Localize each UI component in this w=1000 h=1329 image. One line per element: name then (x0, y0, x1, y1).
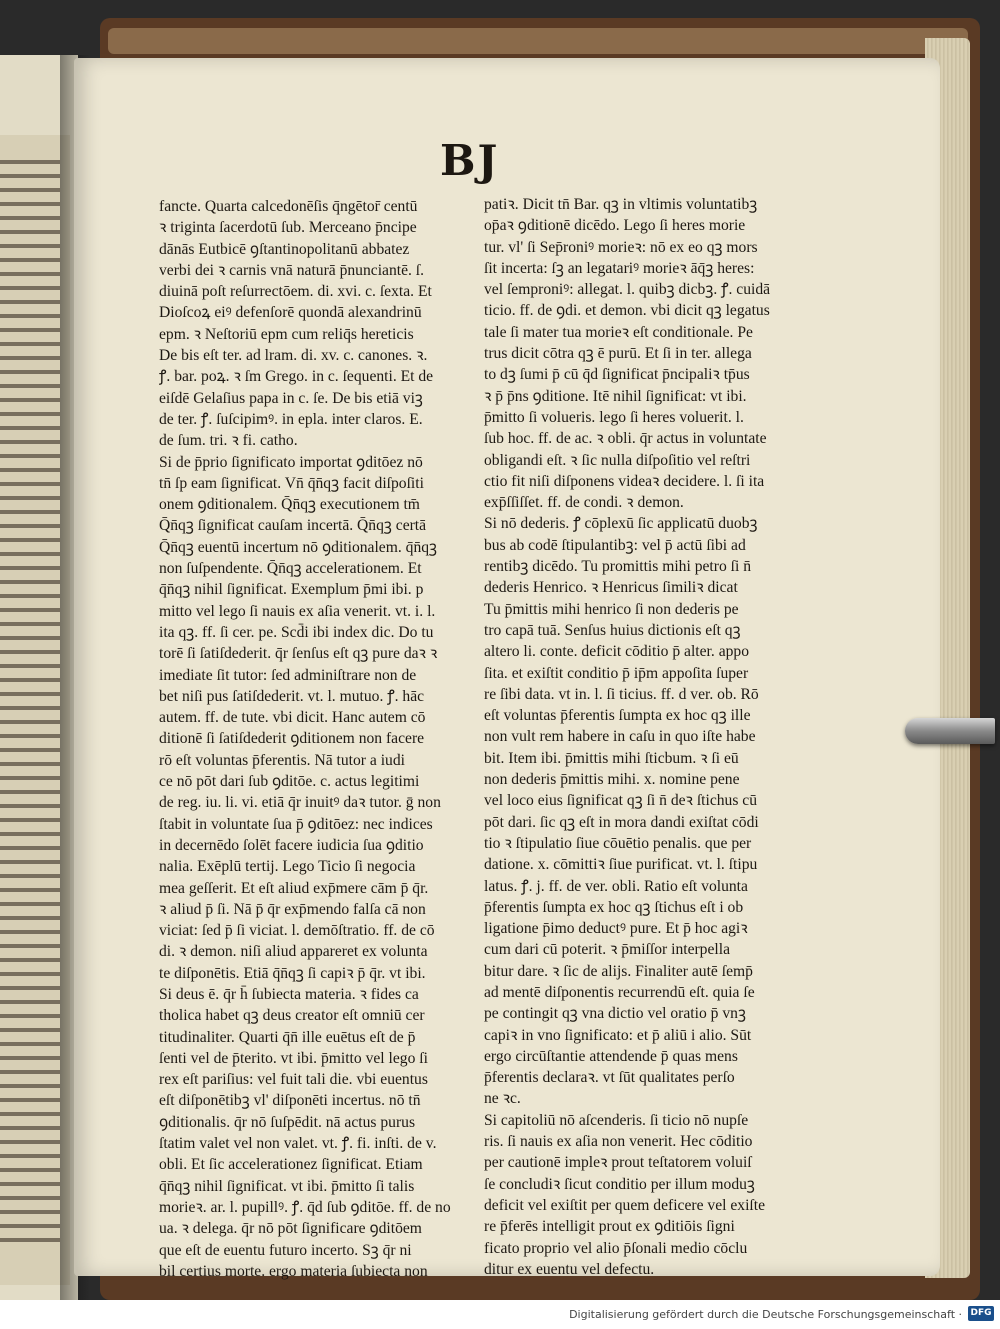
text-line: ergo circūſtantie attendende p̄ quas mens (484, 1047, 738, 1065)
text-line: to dꝫ ſumi p̄ cū q̄d ſignificat p̄ncipaliꝛ tp̄us (484, 366, 750, 384)
text-line: bus ab codē ſtipulantibꝫ: vel p̄ actū ſibi ad (484, 536, 746, 554)
text-line: ctio fit niſi diſponens videaꝛ decidere. l. ſi ita (484, 472, 765, 490)
text-line: rex eſt pariſius: vel fuit tali die. vbi euentus (159, 1071, 428, 1089)
text-line: Q̄n̄qꝫ ſignificat cauſam incertā. Q̄n̄qꝫ certā (159, 517, 427, 535)
text-line: ꝭ. bar. poꝝ. ꝛ ſm Grego. in c. ſequenti. Et de (159, 368, 434, 386)
text-line: trus dicit cōtra qꝫ ē purū. Et ſi in ter. allega (484, 345, 752, 363)
text-line: fancte. Quarta calcedonēſis q̄ngētor̄ centū (159, 198, 418, 215)
text-line: tale ſi mater tua morieꝛ eſt conditionale. Pe (484, 323, 753, 341)
text-line: p̄mitto ſi volueris. lego ſi heres voluerit. l. (484, 408, 744, 426)
text-line: bitur dare. ꝛ ſic de alijs. Finaliter autē ſemp̄ (484, 962, 753, 980)
text-line: ꝯditionalis. q̄r nō ſuſpēdit. nā actus purus (159, 1113, 416, 1131)
text-line: obli. Et ſic accelerationez ſignificat. Etiam (159, 1156, 423, 1174)
text-line: per cautionē impleꝛ prout teſtatorem voluiſ (484, 1154, 752, 1172)
text-line: non vult rem habere in caſu in quo iſte habe (484, 728, 756, 746)
text-line: pe contingit qꝫ vna dictio vel oratio p̄ vnꝫ (484, 1005, 746, 1023)
folio-signature: BJ (440, 136, 500, 185)
left-text-column (159, 196, 479, 1282)
text-line: ita qꝫ. ff. ſi cer. pe. Scd̄i ibi index dic. Do tu (159, 623, 434, 641)
text-line: diuinā poſt reſurrectōem. di. xvi. c. ſexta. Et (159, 283, 432, 301)
text-line: ꝛ aliud p̄ ſi. Nā p̄ q̄r exp̄mendo falſa cā non (159, 900, 426, 918)
text-line: altero li. conte. deficit cōditio p̄ alter. appo (484, 643, 750, 661)
text-line: Q̄n̄qꝫ euentū incertum nō ꝯditionalem. q̄n̄qꝫ (159, 538, 438, 556)
text-line: ris. ſi nauis ex aſia non venerit. Hec cōditio (484, 1133, 753, 1151)
text-line: tn̄ ſp eam ſignificat. Vn̄ q̄n̄qꝫ facit diſpoſiti (159, 474, 424, 492)
text-line: ditur ex euentu vel defectu. (484, 1260, 655, 1278)
text-line: torē ſi ſatiſdederit. q̄r ſenſus eſt qꝫ pure daꝛ ꝛ (159, 645, 438, 663)
text-line: de ter. ꝭ. ſuſcipimꝰ. in epla. inter claros. E. (159, 410, 423, 428)
text-line: di. ꝛ demon. niſi aliud appareret ex volunta (159, 943, 428, 961)
text-line: patiꝛ. Dicit tn̄ Bar. qꝫ in vltimis voluntatibꝫ (484, 196, 758, 213)
text-line: datione. x. cōmittiꝛ ſiue purificat. vt. l. ſtipu (484, 856, 758, 874)
text-line: ad mentē diſponentis recurrendū eſt. quia ſe (484, 983, 755, 1001)
text-line: dederis Henrico. ꝛ Henricus ſimiliꝛ dicat (484, 579, 738, 597)
text-line: ſita. et exiſtit conditio p̄ ip̄m appoſita ſuper (484, 664, 749, 682)
text-line: deficit vel exiſtit per quem deficere vel exiſte (484, 1196, 765, 1214)
text-line: non ſuſpendente. Q̄n̄qꝫ accelerationem. Et (159, 560, 422, 578)
text-line: tholica habet qꝫ deus creator eſt omniū cer (159, 1007, 425, 1025)
text-line: bet niſi pus ſatiſdederit. vt. l. mutuo. ꝭ. hāc (159, 687, 425, 705)
text-line: viciat: ſed p̄ ſi viciat. l. demōſtratio. ff. de cō (159, 922, 435, 940)
text-line: capiꝛ in vno ſignificato: et p̄ aliū i alio. Sūt (484, 1026, 752, 1044)
page-marker-clip (905, 718, 995, 744)
text-line: latus. ꝭ. j. ff. de ver. obli. Ratio eſt volunta (484, 877, 748, 895)
text-line: Si de p̄prio ſignificato importat ꝯditōez nō (159, 453, 423, 471)
text-line: q̄n̄qꝫ nihil ſignificat. Exemplum p̄mi ibi. p (159, 581, 424, 599)
text-line: de reg. iu. li. vi. etiā q̄r inuitꝰ daꝛ tutor. ḡ non (159, 794, 441, 812)
text-line: obligandi eſt. ꝛ ſic nulla diſpoſitio vel reſtri (484, 451, 751, 469)
text-line: morieꝛ. ar. l. pupillꝰ. ꝭ. q̄d ſub ꝯditōe. ff. de no (159, 1198, 451, 1216)
text-line: q̄n̄qꝫ nihil ſignificat. vt ibi. p̄mitto ſi talis (159, 1177, 415, 1195)
text-line: ficato proprio vel alio p̄ſonali medio cōclu (484, 1239, 748, 1257)
text-line: de ſum. tri. ꝛ fi. catho. (159, 432, 298, 450)
text-line: ꝛ triginta ſacerdotū ſub. Merceano p̄ncipe (159, 219, 417, 237)
left-page-text-fragment (0, 150, 60, 1250)
text-line: vel loco eius ſignificat qꝫ ſi n̄ deꝛ ſtichus cū (484, 792, 758, 810)
text-line: dānās Eutbicē ꝯſtantinopolitanū abbatez (159, 240, 410, 258)
text-line: rentibꝫ dicēdo. Tu promittis mihi petro ſi n̄ (484, 558, 751, 576)
text-line: tio ꝛ ſtipulatio ſiue cōuētio penalis. que per (484, 834, 752, 852)
text-line: mea geſſerit. Et eſt aliud exp̄mere cām p̄ q̄r. (159, 879, 429, 897)
text-line: que eſt de euentu futuro incerto. Sꝫ q̄r ni (159, 1241, 412, 1259)
text-line: ce nō pōt dari ſub ꝯditōe. c. actus legitimi (159, 773, 420, 791)
text-line: re p̄ferēs intelligit prout ex ꝯditiōis ſigni (484, 1218, 735, 1236)
text-line: Dioſcoꝝ eiꝰ defenſorē quondā alexandrinū (159, 304, 422, 322)
text-line: ticio. ff. de ꝯdi. et demon. vbi dicit qꝫ legatus (484, 302, 770, 320)
text-line: te diſponētis. Etiā q̄n̄qꝫ ſi capiꝛ p̄ q̄r. vt ibi. (159, 964, 426, 982)
text-line: rō eſt voluntas p̄ferentis. Nā tutor a iudi (159, 751, 405, 769)
text-line: Si deus ē. q̄r h̄ ſubiecta materia. ꝛ fides ca (159, 985, 419, 1003)
text-line: ſenti vel de p̄terito. vt ibi. p̄mitto vel lego ſi (159, 1049, 428, 1067)
text-line: p̄ferentis declaraꝛ. vt ſūt qualitates perſo (484, 1069, 735, 1087)
text-line: ſe concludiꝛ ſicut conditio per illum moduꝫ (484, 1175, 755, 1193)
text-line: De bis eſt ter. ad lram. di. xv. c. canones. ꝛ. (159, 347, 428, 365)
text-line: ſit incerta: ſꝫ an legatariꝰ morieꝛ āq̄ꝫ heres: (484, 259, 755, 277)
text-line: tur. vl' ſi Sep̄roniꝰ morieꝛ: nō ex eo qꝫ mors (484, 238, 758, 256)
text-line: mitto vel lego ſi nauis ex aſia venerit. vt. i. l. (159, 602, 436, 620)
text-line: titudinaliter. Quarti q̄n̄ ille euētus eſt de p̄ (159, 1028, 416, 1046)
text-line: re ſibi data. vt in. l. ſi ticius. ff. d ver. ob. Rō (484, 685, 759, 703)
text-line: nalia. Exēplū tertij. Lego Ticio ſi negocia (159, 858, 416, 876)
text-line: eiſdē Gelaſius papa in c. ſe. De bis etiā viꝫ (159, 389, 423, 407)
text-line: exp̄ſſiſſet. ff. de condi. ꝛ demon. (484, 494, 684, 512)
text-line: bil certius morte. ergo materia ſubiecta non (159, 1262, 428, 1280)
dfg-logo: DFG (968, 1306, 994, 1321)
text-line: eſt diſponētibꝫ vl' diſponēti incertus. nō tn̄ (159, 1092, 421, 1110)
text-line: ſtatim valet vel non valet. vt. ꝭ. fi. inſti. de v. (159, 1135, 437, 1153)
text-line: bit. Item ibi. p̄mittis mihi ſticbum. ꝛ ſi eū (484, 749, 739, 767)
text-line: non dederis p̄mittis mihi. x. nomine pene (484, 771, 740, 789)
text-line: verbi dei ꝛ carnis vnā naturā p̄nunciantē. ſ. (159, 261, 425, 279)
text-line: onem ꝯditionalem. Q̄n̄qꝫ executionem tm̄ (159, 496, 420, 514)
cover-top-edge (108, 28, 968, 54)
text-line: ua. ꝛ delega. q̄r nō pōt ſignificare ꝯditōem (159, 1220, 422, 1238)
text-line: tro capā tuā. Senſus huius dictionis eſt qꝫ (484, 621, 741, 639)
text-line: ſtabit in voluntate ſua p̄ ꝯditōez: nec indices (159, 815, 433, 833)
text-line: ligatione p̄imo deductꝰ pure. Et p̄ hoc agiꝛ (484, 920, 748, 938)
text-line: cum dari cū poterit. ꝛ p̄miſſor interpella (484, 941, 730, 959)
text-line: vel ſemproniꝰ: allegat. l. quibꝫ dicbꝫ. ꝭ. cuidā (484, 281, 771, 299)
text-line: in decernēdo ſolēt facere iudicia ſua ꝯditio (159, 836, 424, 854)
text-line: Tu p̄mittis mihi henrico ſi non dederis pe (484, 600, 739, 618)
text-line: ditionē ſi ſatiſdederit ꝯditionem non facere (159, 730, 425, 748)
text-line: imediate ſit tutor: ſed adminiſtrare non de (159, 666, 417, 684)
text-line: ſub hoc. ff. de ac. ꝛ obli. q̄r actus in voluntate (484, 430, 767, 448)
text-line: p̄ferentis ſumpta ex hoc qꝫ ſtichus eſt i ob (484, 898, 744, 916)
text-line: epm. ꝛ Neſtoriū epm cum reliq̄s hereticis (159, 325, 414, 343)
text-line: eſt voluntas p̄ferentis ſumpta ex hoc qꝫ ille (484, 707, 751, 725)
text-line: Si nō dederis. ꝭ cōplexū ſic applicatū duobꝫ (484, 515, 758, 533)
text-line: op̄aꝛ ꝯditionē dicēdo. Lego ſi heres morie (484, 217, 746, 235)
text-line: ꝛ p̄ p̄ns ꝯditione. Itē nihil ſignificat: vt ibi. (484, 387, 747, 405)
digitization-credit: Digitalisierung gefördert durch die Deutsche Forschungsgemeinschaft · (569, 1308, 962, 1321)
text-line: Si capitoliū nō aſcenderis. ſi ticio nō nupſe (484, 1111, 749, 1129)
text-line: autem. ff. de tute. vbi dicit. Hanc autem cō (159, 709, 426, 727)
right-text-column (484, 194, 794, 1280)
text-line: ne ꝛc. (484, 1090, 521, 1108)
text-line: pōt dari. ſic qꝫ eſt in mora dandi exiſtat cōdi (484, 813, 759, 831)
